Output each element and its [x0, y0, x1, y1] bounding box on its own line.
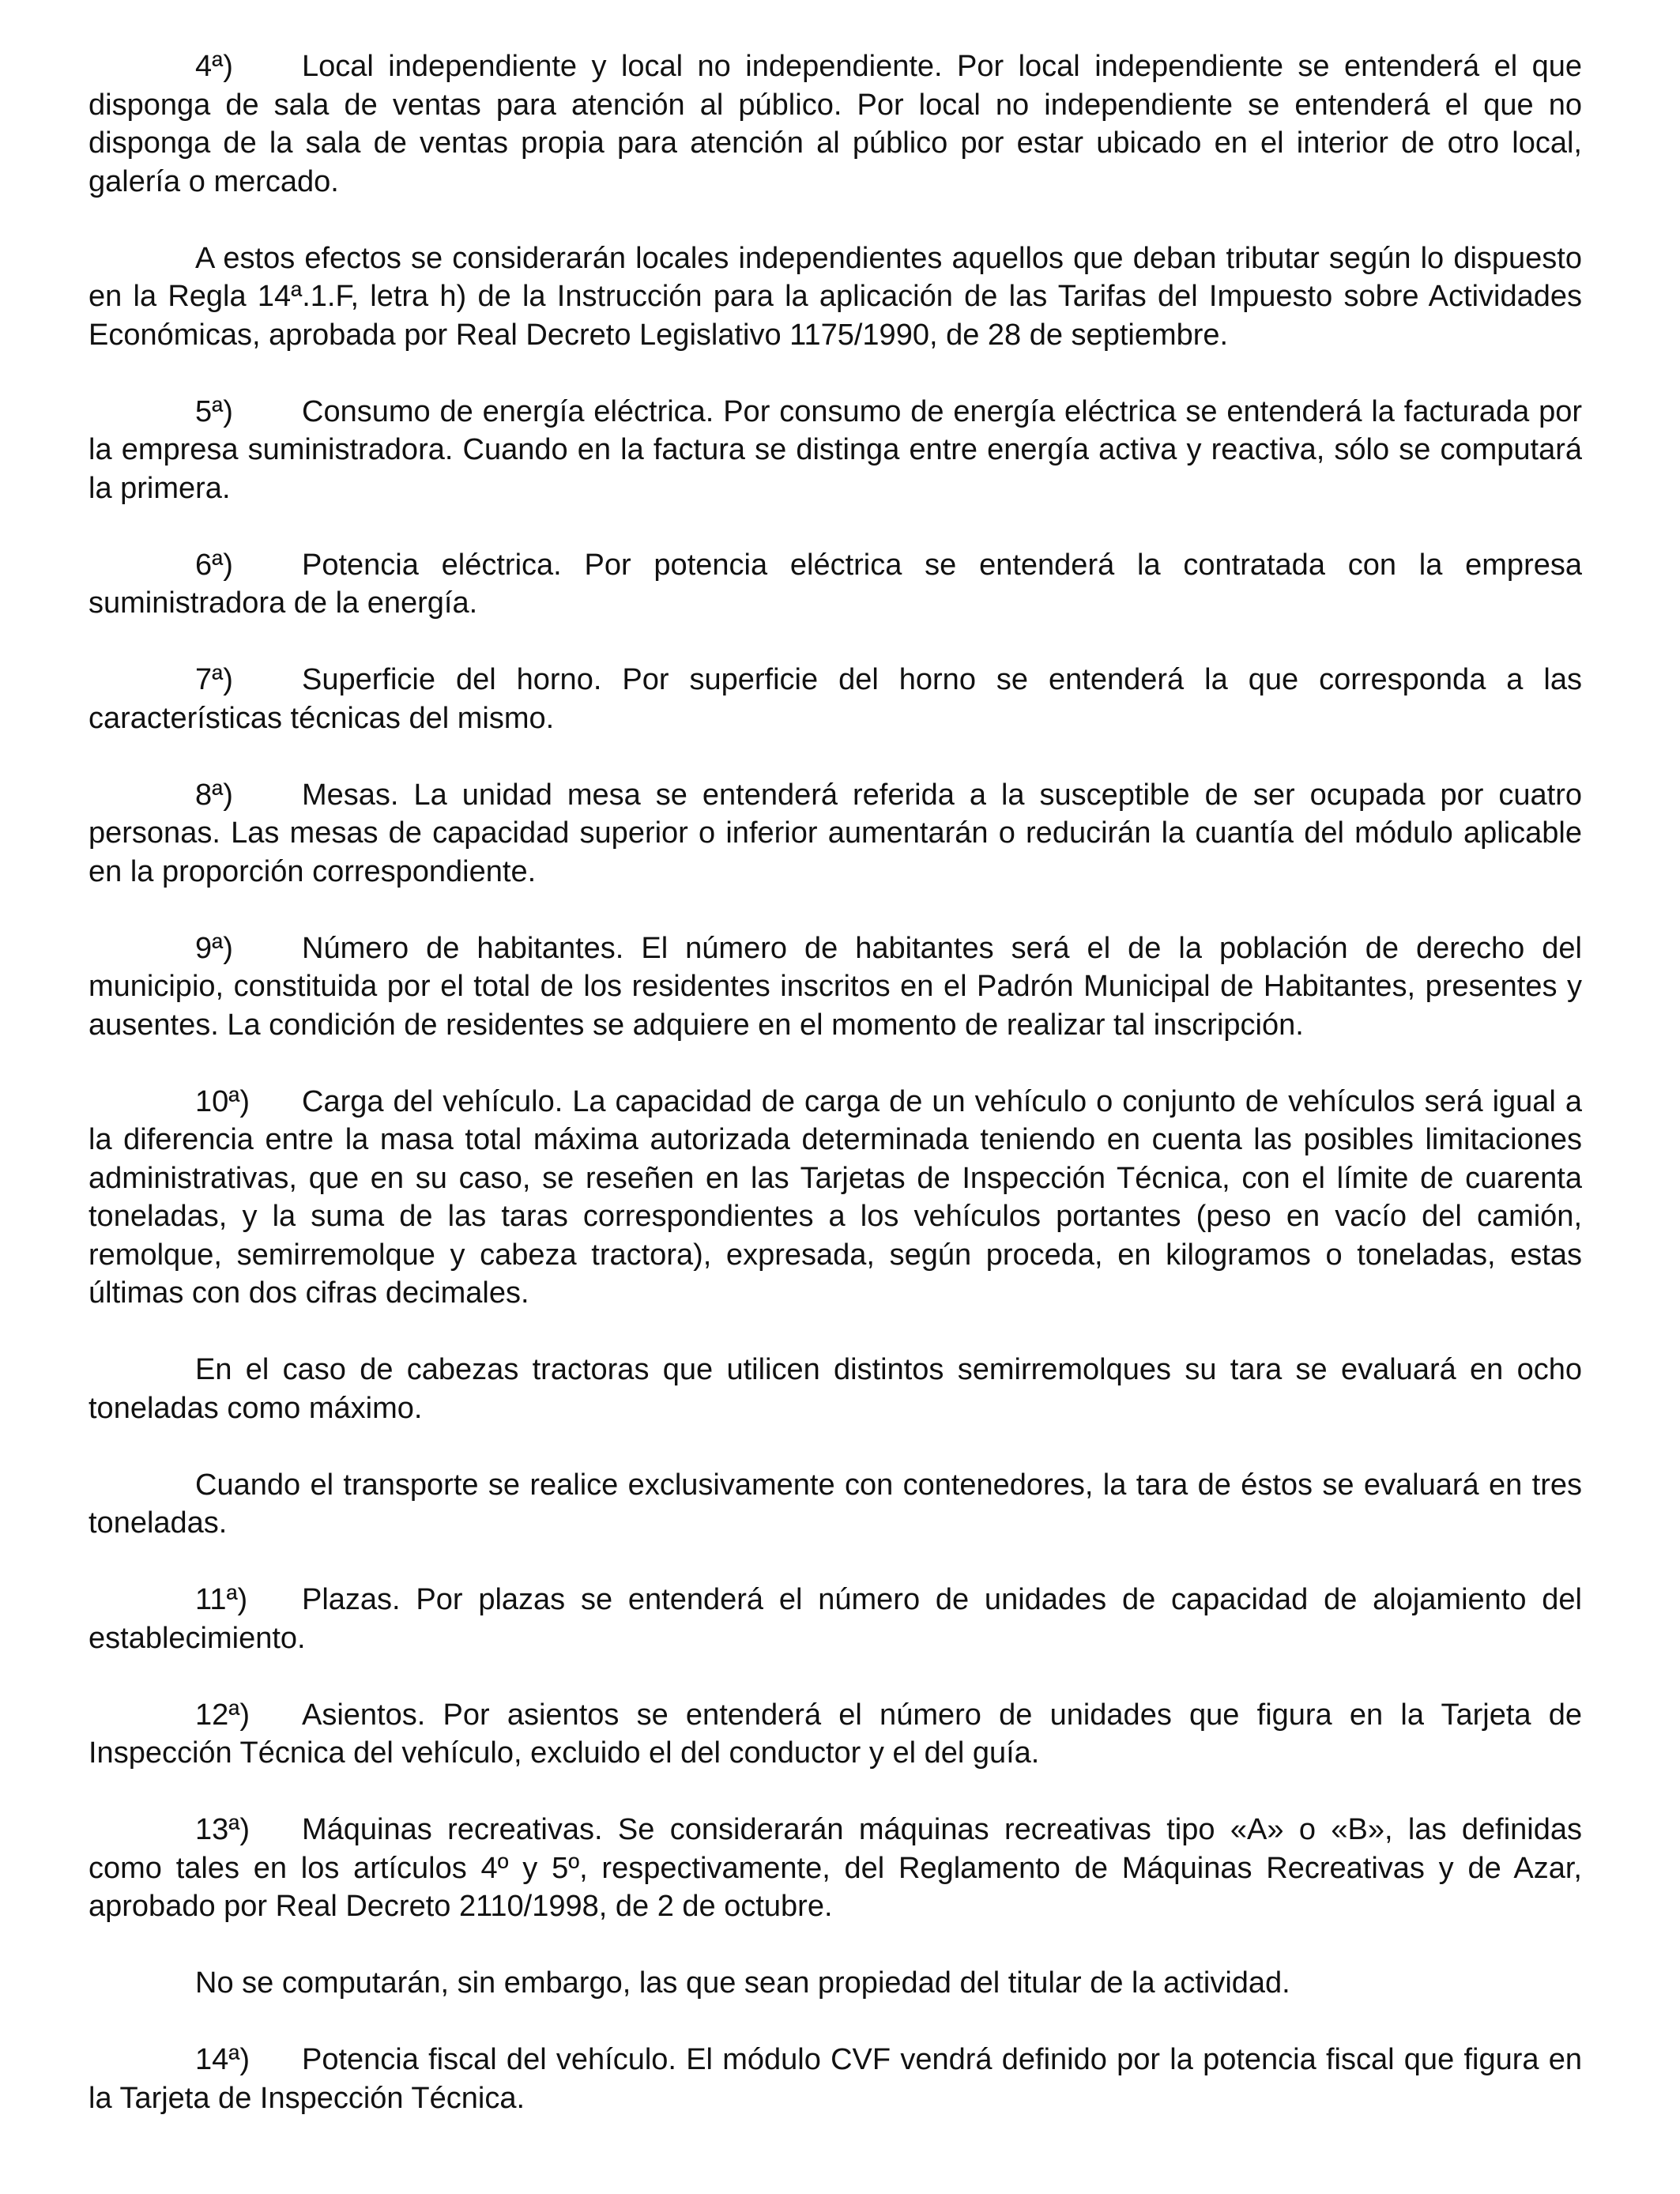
paragraph-text: Potencia eléctrica. Por potencia eléctrica se entenderá la contratada con la empresa suministradora de la energía.: [89, 548, 1582, 620]
paragraph-text: Superficie del horno. Por superficie del horno se entenderá la que corresponda a las características técnicas del mismo.: [89, 663, 1582, 735]
paragraph-text: En el caso de cabezas tractoras que utilicen distintos semirremolques su tara se evaluará en ocho toneladas como máximo.: [89, 1353, 1582, 1425]
paragraph-10: [89, 1083, 1582, 1313]
paragraph-text: Plazas. Por plazas se entenderá el número de unidades de capacidad de alojamiento del establecimiento.: [89, 1583, 1582, 1655]
paragraph-text: Número de habitantes. El número de habitantes será el de la población de derecho del municipio, constituida por el total de los residentes inscritos en el Padrón Municipal de Habitantes, presentes y ausentes. La condición de residentes se adquiere en el momento de realizar tal inscripción.: [89, 931, 1582, 1042]
paragraph-11: [89, 1581, 1582, 1657]
paragraph-number: 9ª): [195, 931, 233, 965]
paragraph-number: 11ª): [195, 1583, 248, 1616]
paragraph-number: 10ª): [195, 1084, 250, 1118]
paragraph-10-tractors: [89, 1351, 1582, 1427]
paragraph-12: [89, 1696, 1582, 1773]
paragraph-number: 12ª): [195, 1698, 250, 1732]
paragraph-number: 14ª): [195, 2043, 250, 2076]
paragraph-text: A estos efectos se considerarán locales independientes aquellos que deban tributar según lo dispuesto en la Regla 14ª.1.F, letra h) de la Instrucción para la aplicación de las Tarifas del Impuesto sobre Actividades Económicas, aprobada por Real Decreto Legislativo 1175/1990, de 28 de septiembre.: [89, 241, 1582, 352]
paragraph-text: Potencia fiscal del vehículo. El módulo CVF vendrá definido por la potencia fiscal que figura en la Tarjeta de Inspección Técnica.: [89, 2043, 1582, 2115]
paragraph-9: [89, 929, 1582, 1045]
paragraph-text: Carga del vehículo. La capacidad de carga de un vehículo o conjunto de vehículos será igual a la diferencia entre la masa total máxima autorizada determinada teniendo en cuenta las posibles limitaciones administrativas, que en su caso, se reseñen en las Tarjetas de Inspección Técnica, con el límite de cuarenta toneladas, y la suma de las taras correspondientes a los vehículos portantes (peso en vacío del camión, remolque, semirremolque y cabeza tractora), expresada, según proceda, en kilogramos o toneladas, estas últimas con dos cifras decimales.: [89, 1084, 1582, 1310]
paragraph-7: [89, 661, 1582, 737]
paragraph-text: Máquinas recreativas. Se considerarán máquinas recreativas tipo «A» o «B», las definidas como tales en los artículos 4º y 5º, respectivamente, del Reglamento de Máquinas Recreativas y de Azar, aprobado por Real Decreto 2110/1998, de 2 de octubre.: [89, 1813, 1582, 1923]
document-page: [89, 47, 1582, 2156]
paragraph-number: 13ª): [195, 1813, 250, 1846]
paragraph-13-exclusion: [89, 1964, 1582, 2003]
paragraph-6: [89, 546, 1582, 623]
paragraph-4-effects: [89, 239, 1582, 355]
paragraph-text: Asientos. Por asientos se entenderá el número de unidades que figura en la Tarjeta de Inspección Técnica del vehículo, excluido el del conductor y el del guía.: [89, 1698, 1582, 1770]
paragraph-14: [89, 2041, 1582, 2117]
paragraph-8: [89, 776, 1582, 892]
paragraph-text: Mesas. La unidad mesa se entenderá referida a la susceptible de ser ocupada por cuatro personas. Las mesas de capacidad superior o inferior aumentarán o reducirán la cuantía del módulo aplicable en la proporción correspondiente.: [89, 778, 1582, 888]
paragraph-text: Local independiente y local no independiente. Por local independiente se entenderá el que disponga de sala de ventas para atención al público. Por local no independiente se entenderá el que no disponga de la sala de ventas propia para atención al público por estar ubicado en el interior de otro local, galería o mercado.: [89, 50, 1582, 198]
paragraph-4: [89, 47, 1582, 201]
paragraph-number: 7ª): [195, 663, 233, 696]
paragraph-number: 6ª): [195, 548, 233, 582]
paragraph-number: 4ª): [195, 50, 233, 83]
paragraph-number: 8ª): [195, 778, 233, 812]
paragraph-text: Cuando el transporte se realice exclusivamente con contenedores, la tara de éstos se evaluará en tres toneladas.: [89, 1468, 1582, 1540]
paragraph-number: 5ª): [195, 394, 233, 428]
paragraph-13: [89, 1811, 1582, 1926]
paragraph-10-containers: [89, 1466, 1582, 1543]
paragraph-text: Consumo de energía eléctrica. Por consumo de energía eléctrica se entenderá la facturada por la empresa suministradora. Cuando en la factura se distinga entre energía activa y reactiva, sólo se computará la primera.: [89, 394, 1582, 505]
paragraph-text: No se computarán, sin embargo, las que sean propiedad del titular de la actividad.: [195, 1966, 1290, 2000]
paragraph-5: [89, 393, 1582, 508]
